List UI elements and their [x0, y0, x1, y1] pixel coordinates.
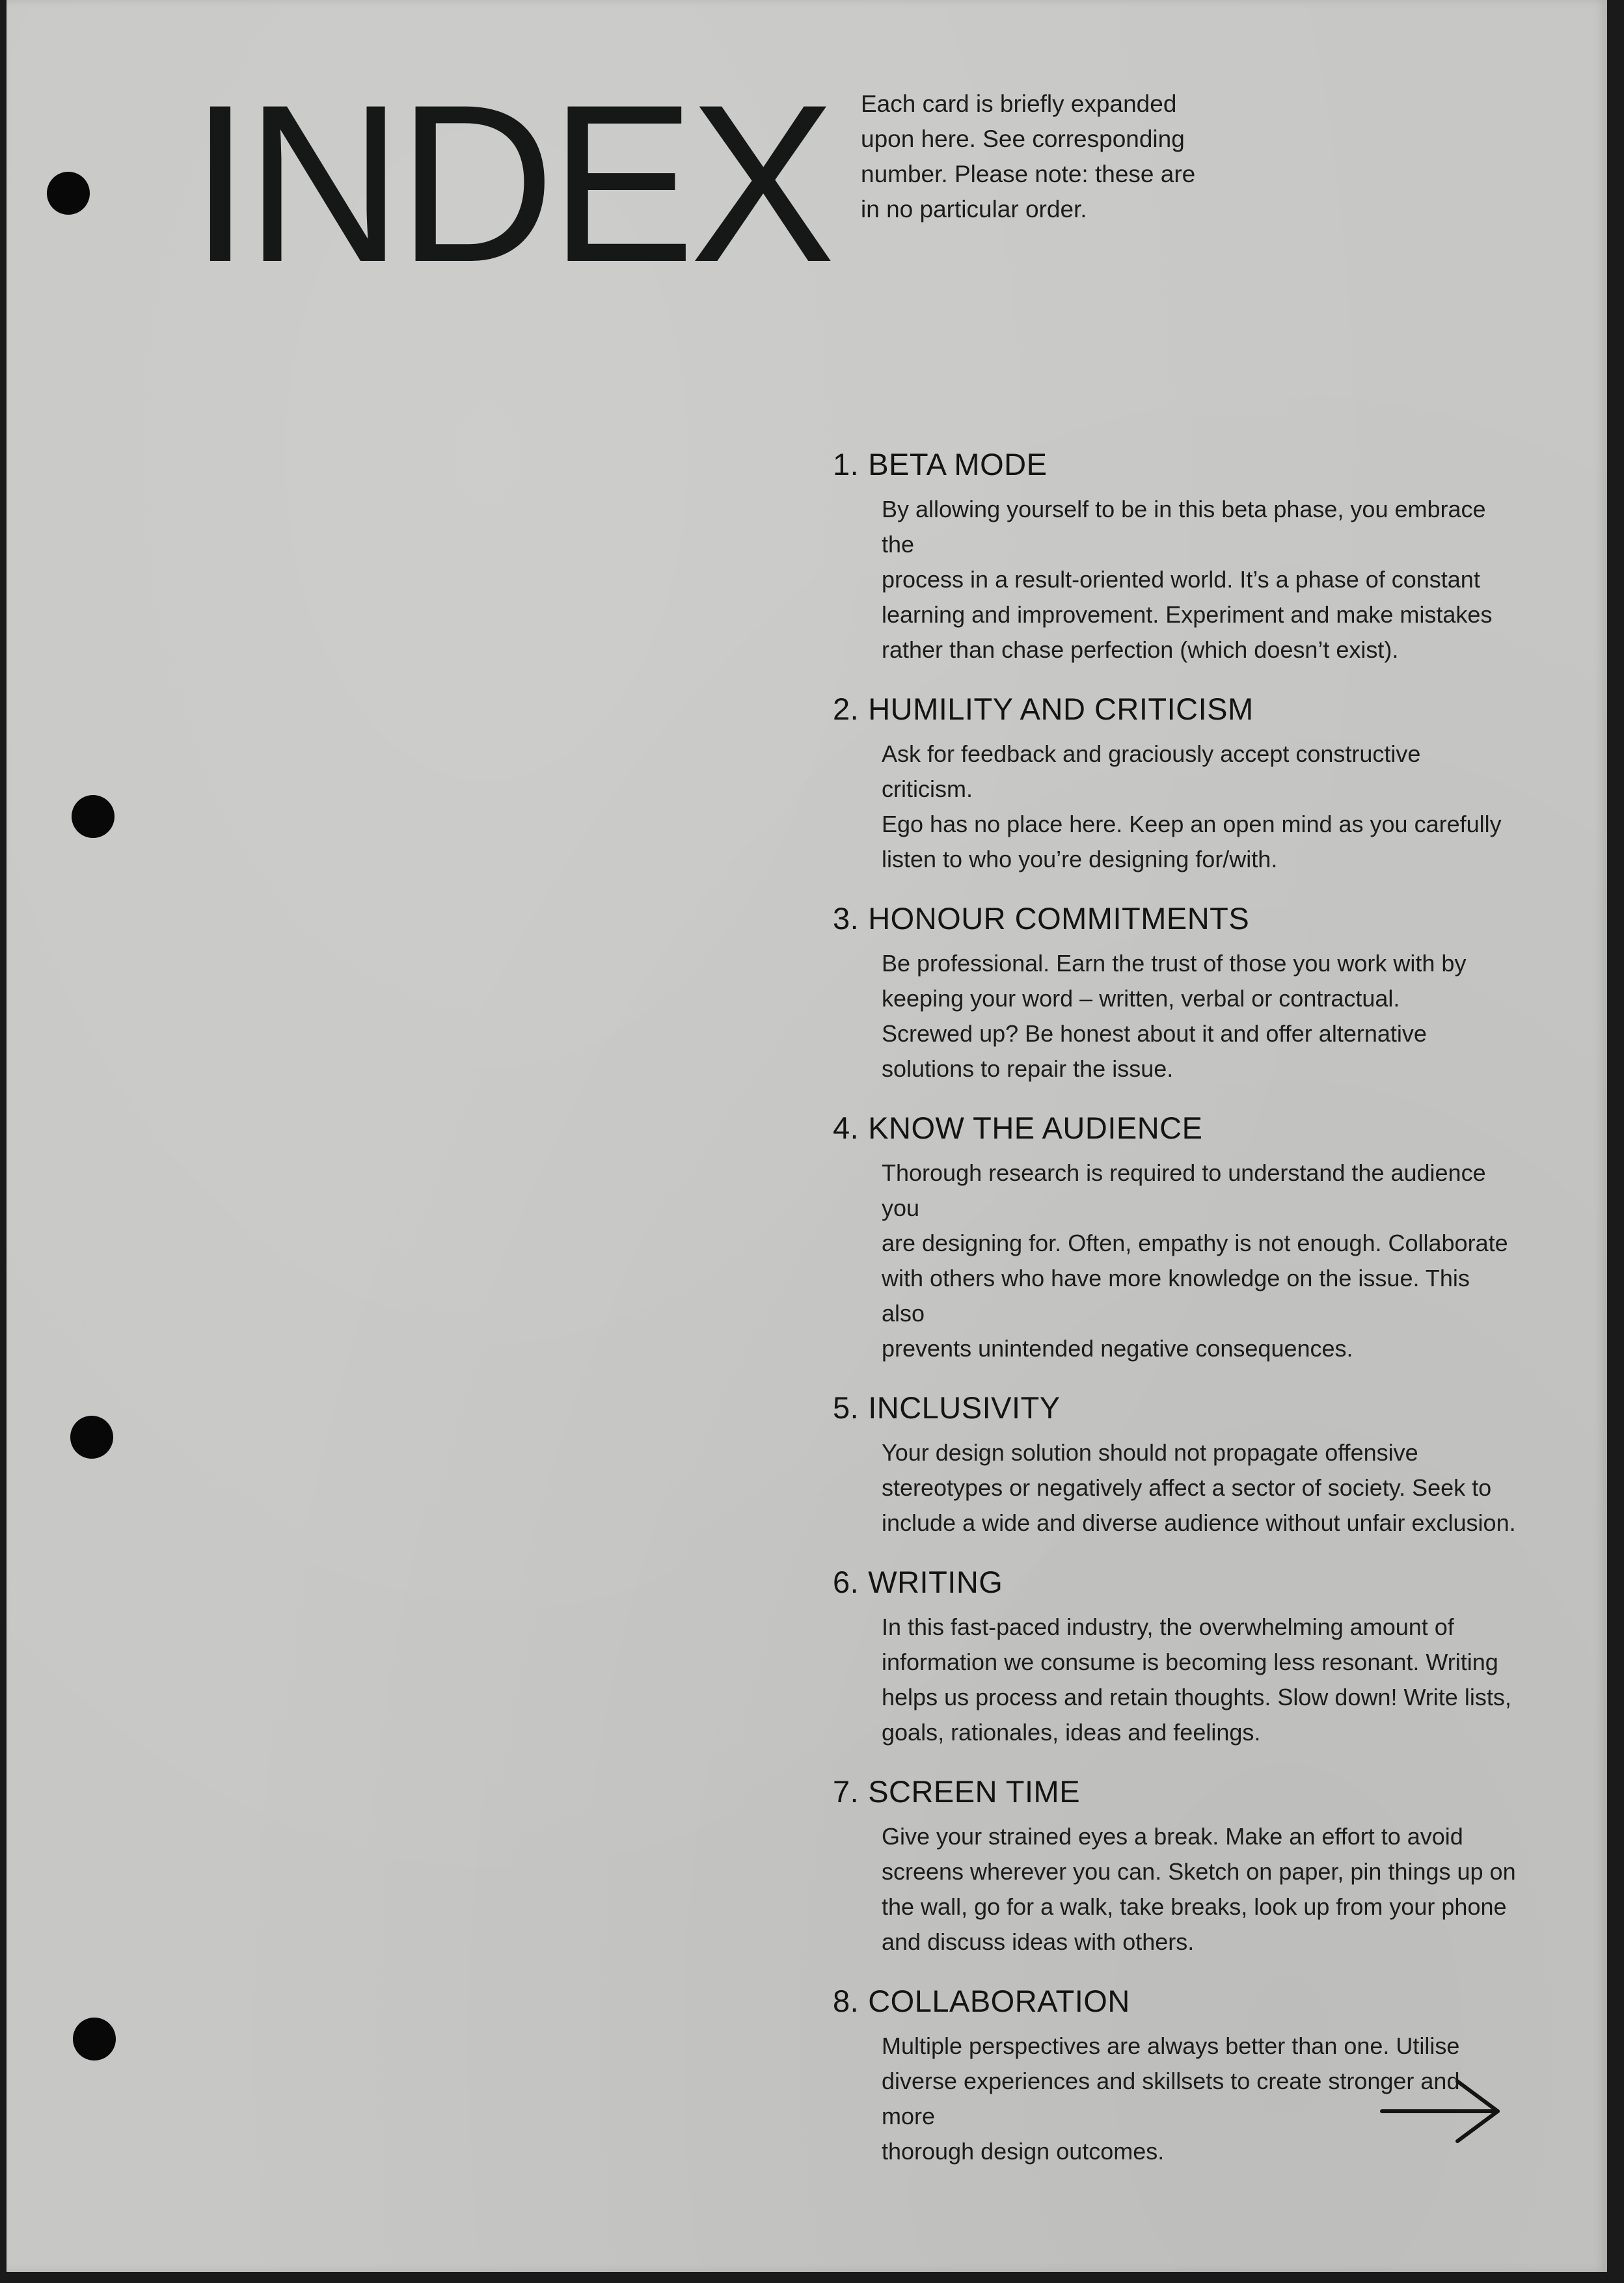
entry-description: By allowing yourself to be in this beta phase, you embrace the process in a result-oriented world. It’s a phase of constant learning and improvement. Experiment and make mistakes rather than chase perfection (which doesn’t exist).	[882, 496, 1493, 663]
entry-heading	[833, 1386, 1516, 1430]
entry-description: Multiple perspectives are always better than one. Utilise diverse experiences and skillsets to create stronger and more thorough design outcomes.	[882, 2033, 1460, 2165]
entry-title: HUMILITY AND CRITICISM	[868, 692, 1254, 726]
entry-title: WRITING	[868, 1565, 1003, 1599]
entry-number: 4.	[833, 1111, 859, 1145]
entry-title: HONOUR COMMITMENTS	[868, 901, 1250, 936]
punch-hole	[70, 1416, 113, 1459]
entry-number: 7.	[833, 1774, 859, 1809]
entry-number: 5.	[833, 1390, 859, 1425]
entry-description: Be professional. Earn the trust of those you work with by keeping your word – written, verbal or contractual. Screwed up? Be honest about it and offer alternative solutions to repair the issue.	[882, 950, 1467, 1082]
entry-heading	[833, 1770, 1516, 1814]
entry-title: SCREEN TIME	[868, 1774, 1081, 1809]
page-title: INDEX	[190, 59, 830, 309]
entry-description: Ask for feedback and graciously accept constructive criticism. Ego has no place here. Keep an open mind as you carefully listen to who you’re designing for/with.	[882, 740, 1502, 872]
index-entry	[833, 897, 1516, 1087]
intro-text: Each card is briefly expanded upon here. See corresponding number. Please note: these are in no particular order.	[861, 90, 1196, 223]
index-entry	[833, 687, 1516, 877]
entry-title: COLLABORATION	[868, 1984, 1130, 2018]
punch-hole	[47, 172, 90, 215]
index-entries	[833, 442, 1516, 2189]
entry-description: Thorough research is required to understand the audience you are designing for. Often, empathy is not enough. Collaborate with others who have more knowledge on the issue. This also prevents unintended negative consequences.	[882, 1159, 1508, 1362]
entry-number: 1.	[833, 447, 859, 481]
entry-heading	[833, 1106, 1516, 1150]
punch-hole	[73, 2018, 116, 2060]
entry-heading	[833, 687, 1516, 731]
entry-description: Your design solution should not propagate offensive stereotypes or negatively affect a sector of society. Seek to include a wide and diverse audience without unfair exclusion.	[882, 1439, 1516, 1536]
entry-heading	[833, 442, 1516, 487]
document-page	[7, 0, 1607, 2272]
entry-description: Give your strained eyes a break. Make an effort to avoid screens wherever you can. Sketch on paper, pin things up on the wall, go for a walk, take breaks, look up from your phone and discuss ideas with others.	[882, 1823, 1516, 1955]
entry-heading	[833, 1560, 1516, 1604]
entry-number: 8.	[833, 1984, 859, 2018]
entry-title: INCLUSIVITY	[868, 1390, 1061, 1425]
index-entry	[833, 1770, 1516, 1960]
entry-number: 3.	[833, 901, 859, 936]
punch-hole	[72, 795, 115, 838]
entry-heading	[833, 897, 1516, 941]
index-entry	[833, 1560, 1516, 1750]
entry-number: 2.	[833, 692, 859, 726]
entry-description: In this fast-paced industry, the overwhelming amount of information we consume is becoming less resonant. Writing helps us process and retain thoughts. Slow down! Write lists, goals, rationales, ideas and feelings.	[882, 1614, 1511, 1746]
next-page-button[interactable]	[1379, 2079, 1503, 2144]
arrow-right-icon	[1379, 2079, 1503, 2144]
index-entry	[833, 1106, 1516, 1366]
index-entry	[833, 442, 1516, 668]
index-entry	[833, 1386, 1516, 1541]
entry-title: BETA MODE	[868, 447, 1048, 481]
entry-number: 6.	[833, 1565, 859, 1599]
entry-heading	[833, 1979, 1516, 2023]
entry-title: KNOW THE AUDIENCE	[868, 1111, 1203, 1145]
